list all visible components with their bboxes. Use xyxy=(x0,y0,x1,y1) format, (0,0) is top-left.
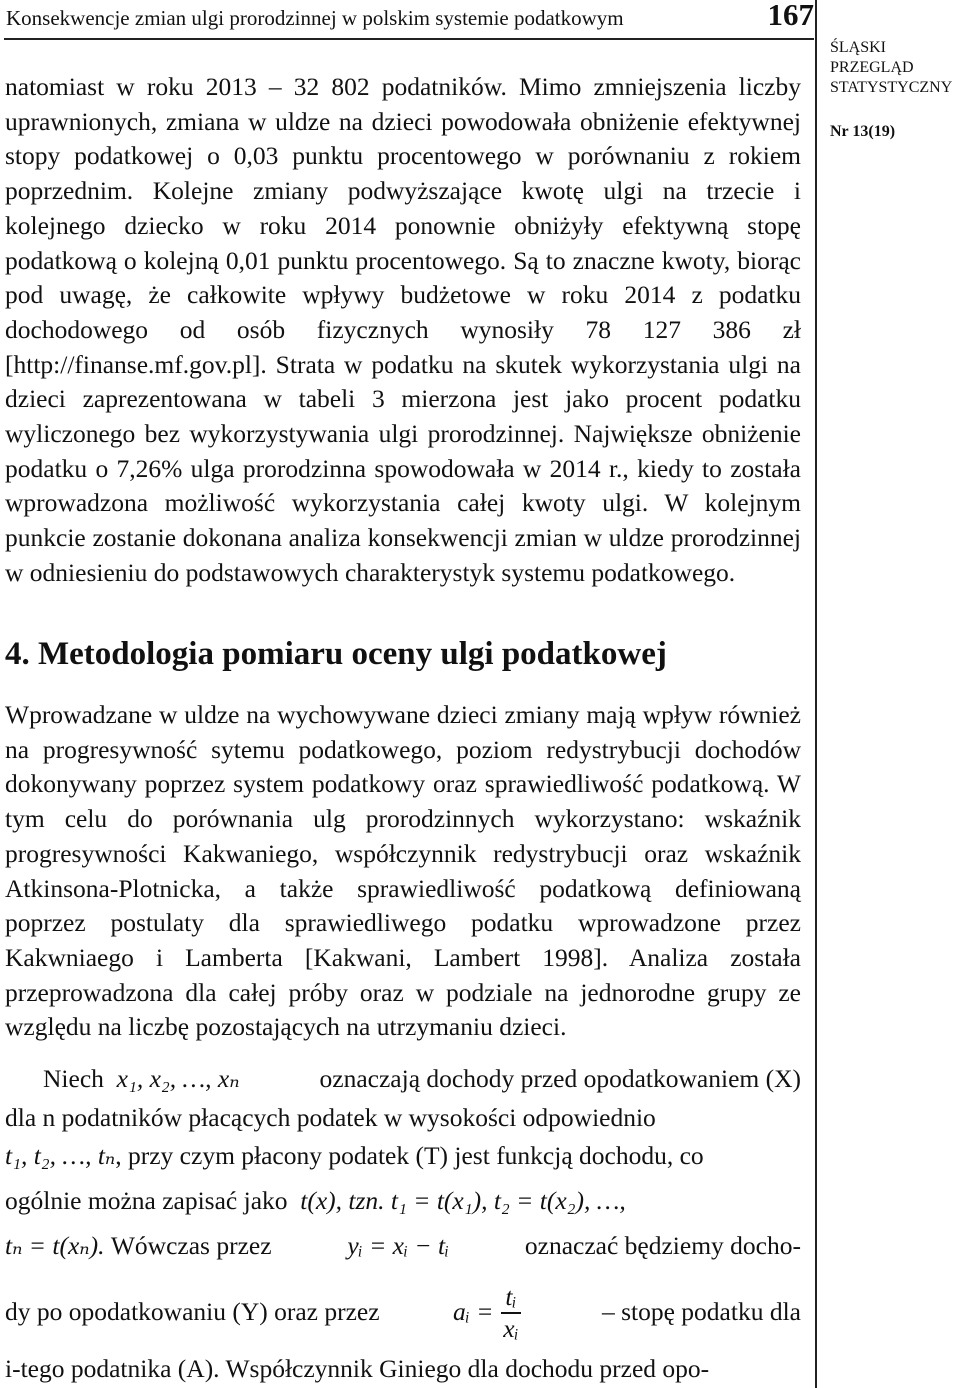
math-line-2 xyxy=(5,1101,801,1136)
math-line-4-formula: t(x), tzn. t₁ = t(x₁), t₂ = t(x₂), …, xyxy=(300,1186,626,1216)
main-column xyxy=(5,70,801,591)
math-line-6-lhs: aᵢ = xyxy=(453,1297,494,1327)
journal-sidebar xyxy=(830,38,960,142)
math-line-3-formula: t₁, t₂, …, tₙ xyxy=(5,1141,116,1171)
page-number: 167 xyxy=(767,0,814,32)
math-line-6-text-a: dy po opodatkowaniu (Y) oraz przez xyxy=(5,1297,380,1327)
paragraph-1: natomiast w roku 2013 – 32 802 podatników. Mimo zmniejszenia liczby uprawnionych, zmiana w uldze na dzieci powodowała obniżenie efektywnej stopy podatkowej o 0,03 punktu procentowego w porównaniu z rokiem poprzednim. Kolejne zmiany podwyższające kwotę ulgi na trzecie i kolejnego dziecko w roku 2014 ponownie obniżyły efektywną stopę podatkową o kolejną 0,01 punktu procentowego. Są to znaczne kwoty, biorąc pod uwagę, że całkowite wpływy budżetowe w roku 2014 z podatku dochodowego od osób fizycznych wynosiły 78 127 386 zł [http://finanse.mf.gov.pl]. Strata w podatku na skutek wykorzystania ulgi na dzieci zaprezentowana w tabeli 3 mierzona jest jako procent podatku wyliczonego bez wykorzystywania ulgi prorodzinnej. Największe obniżenie podatku o 7,26% ulga prorodzinna spowodowała w 2014 r., kiedy to została wprowadzona możliwość wykorzystania całej kwoty ulgi. W kolejnym punkcie zostanie dokonana analiza konsekwencji zmian w uldze prorodzinnej w odniesieniu do podstawowych charakterystyk systemu podatkowego. xyxy=(5,72,801,587)
paragraph-2: Wprowadzane w uldze na wychowywane dzieci zmiany mają wpływ również na progresywność sytemu podatkowego, poziom redystrybucji dochodów dokonywany poprzez system podatkowy oraz sprawiedliwość podatkową. W tym celu do porównania ulg prorodzinnych wykorzystano: wskaźnik progresywności Kakwaniego, współczynnik redystrybucji oraz wskaźnik Atkinsona-Plotnicka, a także sprawiedliwość podatkową definiowaną poprzez postulaty dla sprawiedliwego podatku wprowadzone przez Kakwniaego i Lamberta [Kakwani, Lambert 1998]. Analiza została przeprowadzona dla całej próby oraz w podziale na jednorodne grupy ze względu na liczbę pozostających na utrzymaniu dzieci. xyxy=(5,700,801,1042)
math-line-1-text-a: Niech xyxy=(43,1064,104,1093)
math-line-1 xyxy=(5,1062,801,1097)
tax-rate-fraction xyxy=(501,1282,520,1344)
math-line-6 xyxy=(5,1282,801,1344)
math-line-1-text-b: oznaczają dochody przed opodatkowaniem (X) xyxy=(319,1064,801,1093)
math-line-2-text: dla n podatników płacących podatek w wysokości odpowiednio xyxy=(5,1102,656,1132)
math-line-7-text: i-tego podatnika (A). Współczynnik Giniego dla dochodu przed opo- xyxy=(5,1353,710,1383)
math-line-3-text: , przy czym płacony podatek (T) jest funkcją dochodu, co xyxy=(115,1141,704,1171)
math-line-5 xyxy=(5,1229,801,1264)
math-line-4 xyxy=(5,1184,801,1219)
fraction-numerator: tᵢ xyxy=(501,1282,520,1314)
math-line-1-formula: x₁, x₂, …, xₙ xyxy=(116,1064,240,1093)
math-line-6-text-b: – stopę podatku dla xyxy=(601,1297,801,1327)
math-line-3 xyxy=(5,1139,801,1174)
math-line-5-text-b: oznaczać będziemy docho- xyxy=(524,1230,801,1260)
math-block xyxy=(5,1062,801,1386)
running-header-title: Konsekwencje zmian ulgi prorodzinnej w polskim systemie podatkowym xyxy=(6,6,624,30)
math-line-4-text: ogólnie można zapisać jako xyxy=(5,1186,288,1216)
section-heading-block xyxy=(5,636,801,673)
running-header xyxy=(4,0,814,40)
paragraph-2-block xyxy=(5,698,801,1045)
math-line-5-formula: tₙ = t(xₙ). xyxy=(5,1230,105,1260)
journal-name-line-3: STATYSTYCZNY xyxy=(830,79,953,96)
math-line-7 xyxy=(5,1352,801,1387)
section-heading: 4. Metodologia pomiaru oceny ulgi podatkowej xyxy=(5,636,667,672)
journal-name-line-2: PRZEGLĄD xyxy=(830,59,914,76)
journal-name-line-1: ŚLĄSKI xyxy=(830,39,887,56)
math-line-5-text-a: Wówczas przez xyxy=(110,1230,272,1260)
margin-rule xyxy=(815,0,817,1388)
math-line-5-formula-2: yᵢ = xᵢ − tᵢ xyxy=(347,1230,450,1260)
journal-issue: Nr 13(19) xyxy=(830,123,896,140)
fraction-denominator: xᵢ xyxy=(503,1313,519,1343)
